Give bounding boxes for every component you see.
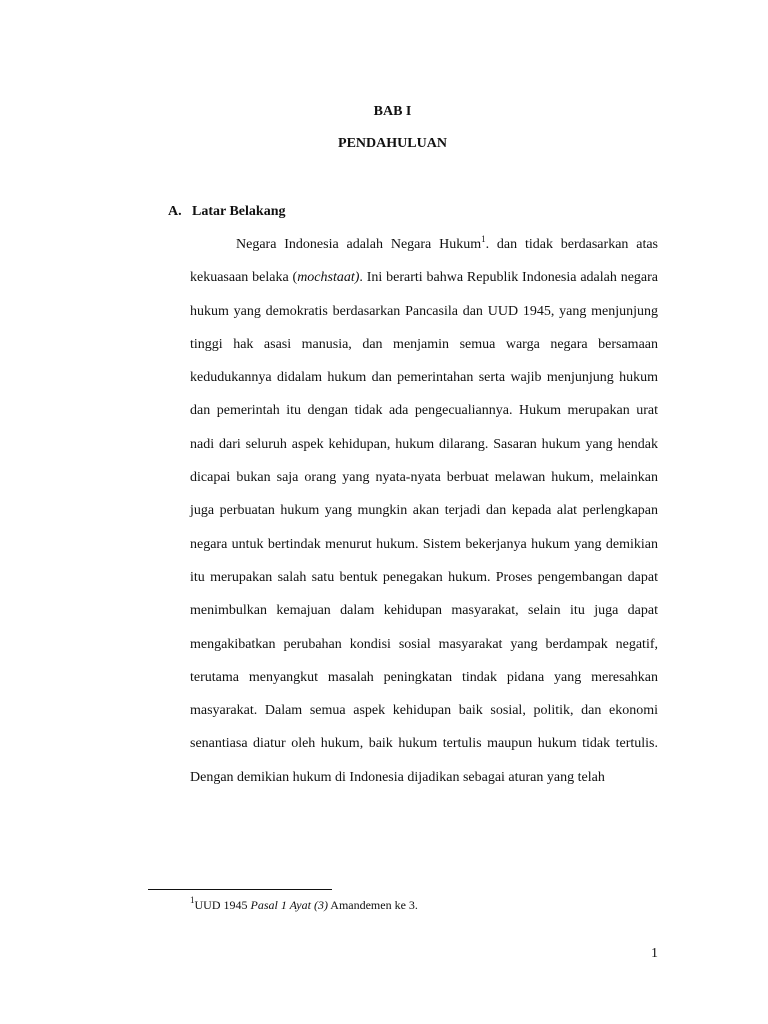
footnote-marker: 1: [190, 895, 195, 905]
section-letter: A.: [168, 204, 182, 219]
footnote-rule: [148, 889, 332, 890]
footnote-suffix: Amandemen ke 3.: [327, 898, 418, 912]
paragraph-text-rest: . Ini berarti bahwa Republik Indonesia adalah negara hukum yang demokratis berdasarkan Pancasila dan UUD 1945, yang menjunjung tinggi hak asasi manusia, dan menjamin semua warga negara bersamaan kedudukannya didalam hukum dan pemerintahan serta wajib menjunjung hukum dan pemerintah itu dengan tidak ada pengecualiannya. Hukum merupakan urat nadi dari seluruh aspek kehidupan, hukum dilarang. Sasaran hukum yang hendak dicapai bukan saja orang yang nyata-nyata berbuat melawan hukum, melainkan juga perbuatan hukum yang mungkin akan terjadi dan kepada alat perlengkapan negara untuk bertindak menurut hukum. Sistem bekerjanya hukum yang demikian itu merupakan salah satu bentuk penegakan hukum. Proses pengembangan dapat menimbulkan kemajuan dalam kehidupan masyarakat, selain itu juga dapat mengakibatkan perubahan kondisi sosial masyarakat yang berdampak negatif, terutama menyangkut masalah peningkatan tindak pidana yang meresahkan masyarakat. Dalam semua aspek kehidupan baik sosial, politik, dan ekonomi senantiasa diatur oleh hukum, baik hukum tertulis maupun hukum tidak tertulis. Dengan demikian hukum di Indonesia dijadikan sebagai aturan yang telah: [190, 270, 659, 785]
paragraph-text-mid: . dan tidak berdasarkan atas kekuasaan belaka (: [190, 237, 658, 286]
page-number: 1: [651, 946, 658, 961]
paragraph: [190, 228, 658, 794]
body-text: [190, 228, 658, 794]
section-title: Latar Belakang: [192, 204, 286, 219]
footnote-prefix: UUD 1945: [194, 898, 251, 912]
footnote-italic: Pasal 1 Ayat (3): [250, 898, 328, 912]
italic-term: mochstaat): [297, 270, 360, 286]
chapter-label: BAB I: [373, 104, 412, 119]
chapter-title: PENDAHULUAN: [338, 136, 447, 151]
section-heading: [168, 204, 285, 220]
footnote-reference[interactable]: 1: [481, 234, 486, 244]
paragraph-text-start: Negara Indonesia adalah Negara Hukum: [236, 237, 482, 252]
footnote: [190, 895, 418, 913]
